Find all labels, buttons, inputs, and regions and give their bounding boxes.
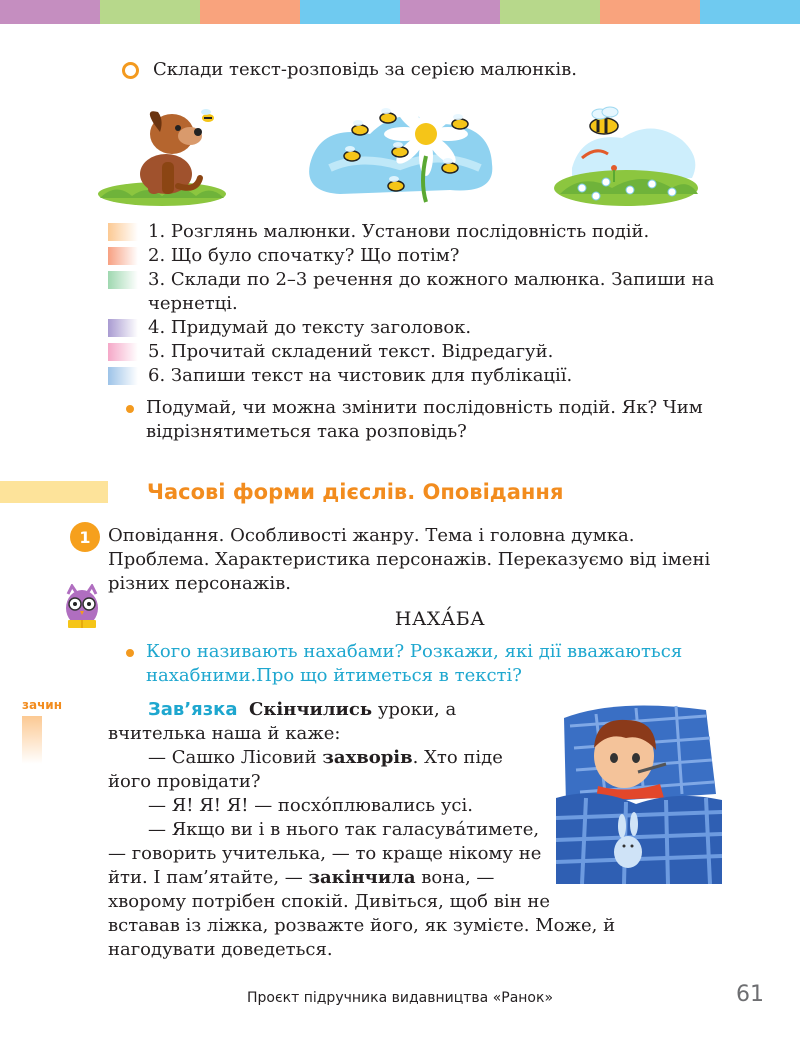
strip-segment <box>700 0 800 24</box>
strip-segment <box>100 0 200 24</box>
strip-segment <box>400 0 500 24</box>
strip-segment <box>300 0 400 24</box>
task-step <box>108 316 728 340</box>
margin-label-zachyn: зачин <box>22 698 63 712</box>
strip-segment <box>600 0 700 24</box>
circle-marker-icon <box>122 62 139 79</box>
strip-segment <box>0 0 100 24</box>
task-intro-text: Склади текст-розповідь за серією малюнків. <box>153 59 577 80</box>
page-number: 61 <box>736 982 764 1007</box>
task-step <box>108 220 728 244</box>
bullet-icon <box>126 405 134 413</box>
story-paragraph <box>108 746 544 794</box>
think-question-text: Подумай, чи можна змінити послідовність подій. Як? Чим відрізнятиметься така розповідь? <box>146 397 703 442</box>
puppy-picture <box>96 98 226 208</box>
step-color-marker <box>108 319 138 337</box>
section-band <box>0 481 108 503</box>
bees-daisy-picture <box>300 94 500 204</box>
bold-word: захворів <box>322 747 413 768</box>
story-paragraph: — Я! Я! Я! — посхо́плювались усі. <box>148 795 473 816</box>
task-step <box>108 364 728 388</box>
story-text-fragment: вона, — хворому потрібен спокій. Дивіться, щоб він не вставав із ліжка, розважте його, як зумієте. Може, й нагодувати доведеться. <box>108 867 616 960</box>
bold-word: закінчила <box>308 867 416 888</box>
top-color-strip <box>0 0 800 24</box>
story-text-fragment: — Сашко Лісовий <box>148 747 323 768</box>
exercise-number-badge: 1 <box>70 522 100 552</box>
plot-element-label: Зав’язка <box>148 699 238 720</box>
task-step-text: 2. Що було спочатку? Що потім? <box>148 245 460 266</box>
story-text-fragment: . Хто піде його провідати? <box>108 747 503 792</box>
strip-segment <box>200 0 300 24</box>
step-color-marker <box>108 247 138 265</box>
margin-marker <box>22 716 42 764</box>
story-text-fragment: — Якщо ви і в нього так галасува́тимете, — говорить учителька, — то краще нікому не йти. І пам’ятайте, — <box>108 819 542 888</box>
step-color-marker <box>108 343 138 361</box>
step-color-marker <box>108 367 138 385</box>
bold-word: Скінчились <box>249 699 373 720</box>
task-step-text: 1. Розглянь малюнки. Установи послідовність подій. <box>148 221 650 242</box>
task-step-text: 3. Склади по 2–3 речення до кожного малюнка. Запиши на чернетці. <box>148 269 715 314</box>
bullet-icon <box>126 649 134 657</box>
story-paragraph <box>108 698 544 746</box>
think-question <box>126 396 726 444</box>
image-wrap-spacer <box>550 818 720 914</box>
task-step-text: 4. Придумай до тексту заголовок. <box>148 317 472 338</box>
task-step <box>108 244 728 268</box>
footer-publisher: Проєкт підручника видавництва «Ранок» <box>246 990 554 1006</box>
bee-meadow-picture <box>552 98 702 208</box>
step-color-marker <box>108 223 138 241</box>
task-step-text: 6. Запиши текст на чистовик для публікації. <box>148 365 573 386</box>
task-step <box>108 268 728 316</box>
step-color-marker <box>108 271 138 289</box>
pre-reading-question-text: Кого називають нахабами? Розкажи, які дії вважаються нахабними.Про що йтиметься в тексті? <box>146 641 683 686</box>
task-step-text: 5. Прочитай складений текст. Відредагуй. <box>148 341 554 362</box>
task-step <box>108 340 728 364</box>
story-text <box>108 698 720 962</box>
strip-segment <box>500 0 600 24</box>
story-text-fragment: уроки, а вчителька наша й каже: <box>108 699 457 744</box>
story-paragraph <box>108 818 720 962</box>
section-title: Часові форми дієслів. Оповідання <box>147 480 564 504</box>
pre-reading-question <box>126 640 726 688</box>
lesson-topic: Оповідання. Особливості жанру. Тема і головна думка. Проблема. Характеристика персонажів. Переказуємо від імені різних персонажів. <box>108 525 711 594</box>
story-title: НАХА́БА <box>394 608 486 630</box>
task-steps-list <box>108 220 728 388</box>
task-intro <box>122 58 742 82</box>
